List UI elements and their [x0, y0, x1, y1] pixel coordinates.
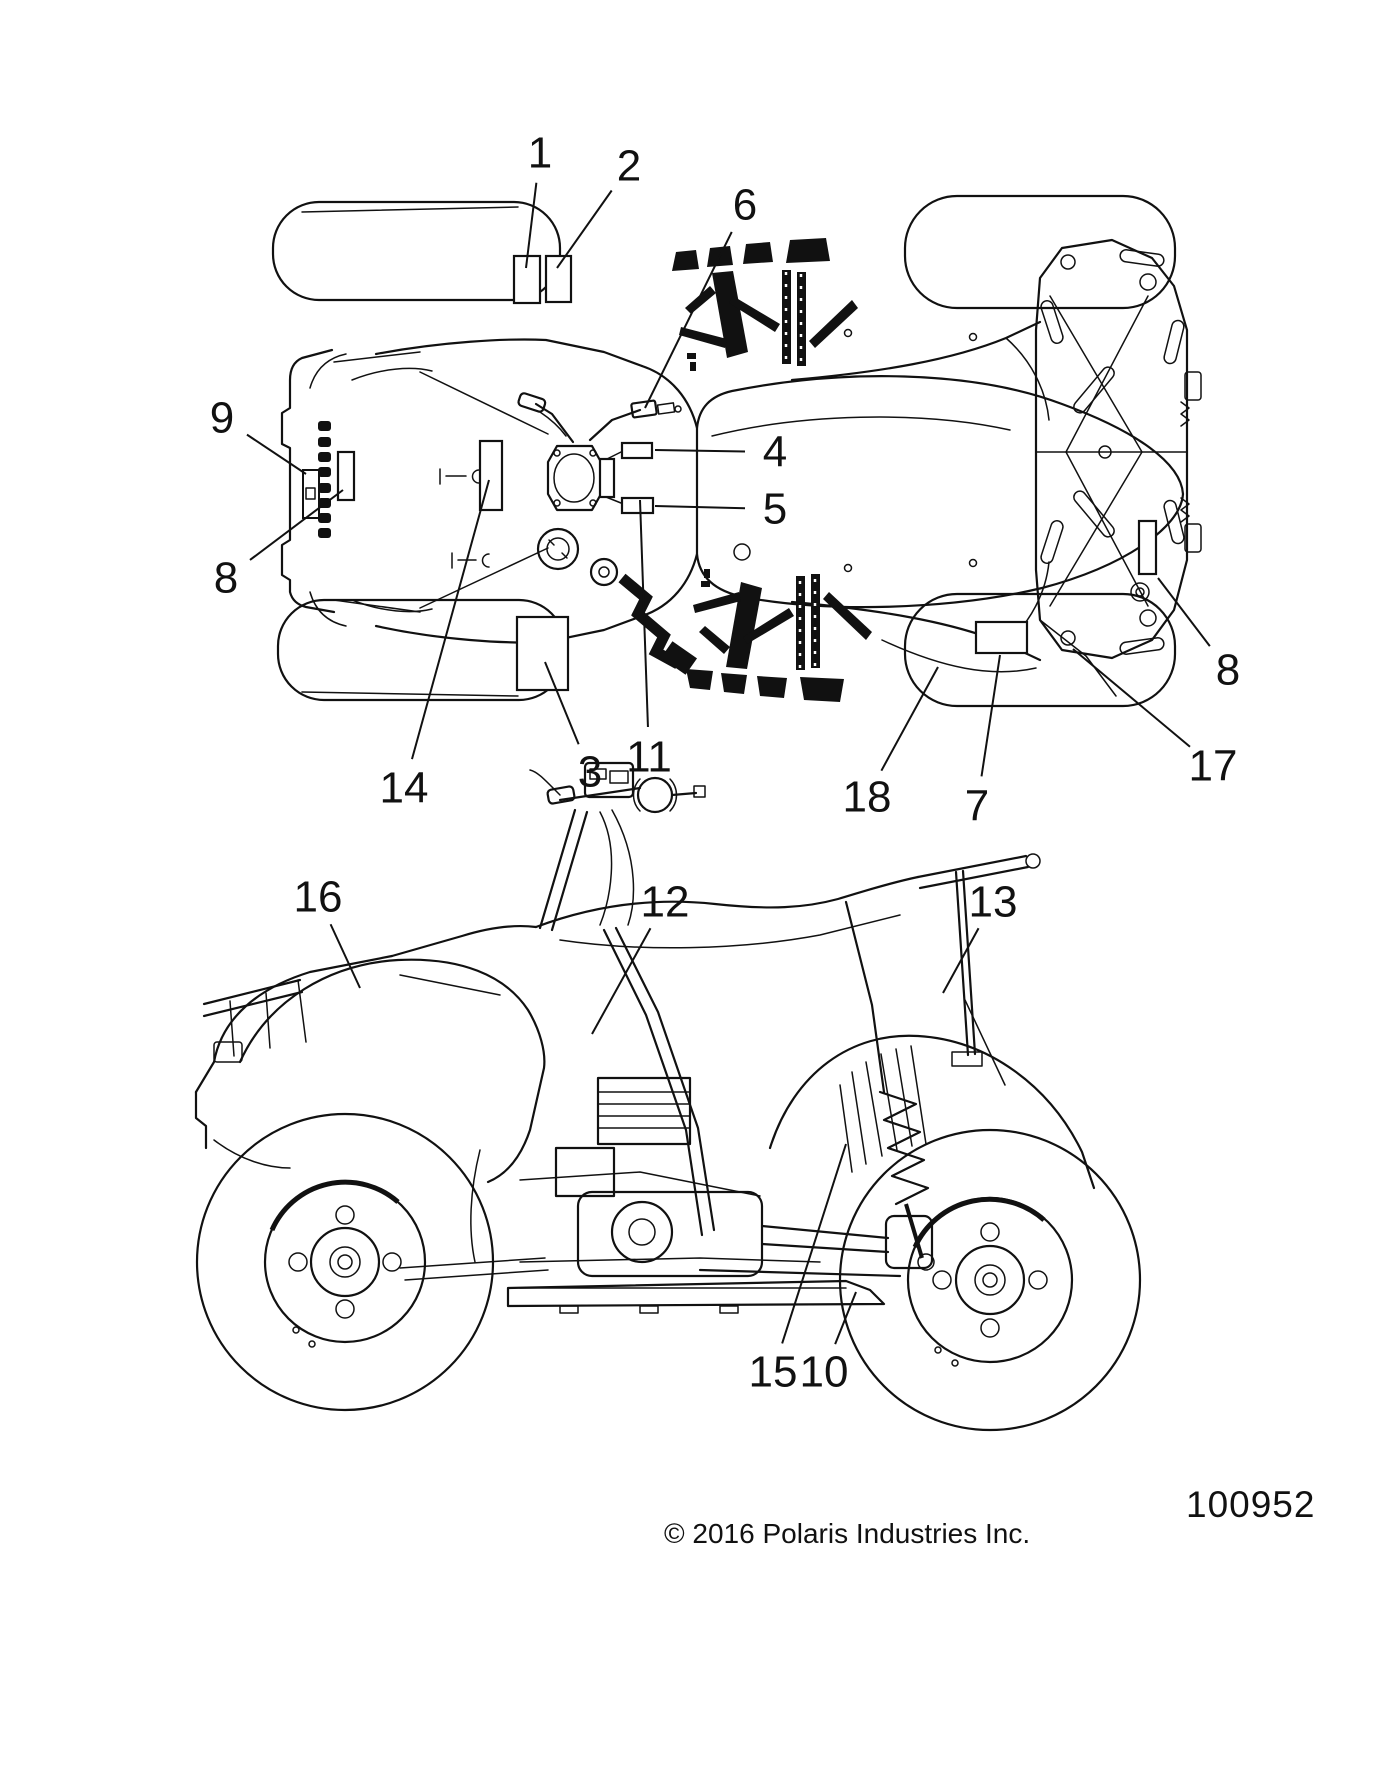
- rear-wheel: [840, 1130, 1140, 1430]
- callout-16-leader: [331, 924, 360, 988]
- callout-5-number: 5: [762, 484, 788, 534]
- callout-2-leader: [557, 191, 612, 268]
- ignition-switch: [591, 559, 617, 585]
- decal-box-7: [976, 622, 1027, 653]
- callout-18-number: 18: [842, 772, 892, 822]
- callout-15-leader: [782, 1144, 846, 1343]
- callout-3-number: 3: [577, 747, 603, 797]
- side-body: [392, 854, 1040, 1085]
- callout-17-leader: [1073, 649, 1190, 747]
- frame-and-engine: [400, 902, 932, 1313]
- callout-12-number: 12: [640, 877, 690, 927]
- decal-box-3: [517, 617, 568, 690]
- callout-1-number: 1: [527, 128, 553, 178]
- callout-9-leader: [247, 435, 306, 474]
- callout-16-number: 16: [293, 872, 343, 922]
- callout-7-leader: [982, 655, 1000, 776]
- callout-14-leader: [412, 480, 489, 759]
- fender-louvres: [840, 1046, 926, 1172]
- decal-box-4: [622, 443, 652, 458]
- callout-18-leader: [881, 667, 938, 771]
- copyright-text: © 2016 Polaris Industries Inc.: [664, 1518, 1031, 1549]
- decal-box-8-rear: [1139, 521, 1156, 574]
- decal-box-5: [622, 498, 653, 513]
- decal-box-2: [546, 256, 571, 302]
- callout-8-number: 8: [1215, 645, 1241, 695]
- callout-17-number: 17: [1188, 741, 1238, 791]
- side-front-end: [196, 956, 544, 1182]
- decal-box-11: [600, 459, 614, 497]
- callout-13-number: 13: [968, 877, 1018, 927]
- graphic-decal-lower: [686, 569, 872, 702]
- callout-14-number: 14: [379, 763, 429, 813]
- callout-5-leader: [655, 506, 745, 508]
- callout-8-number: 8: [213, 553, 239, 603]
- rear-fender: [770, 1036, 1094, 1188]
- side-view-drawing: [196, 763, 1140, 1430]
- callout-8-leader: [1158, 578, 1210, 646]
- callout-15-number: 15: [748, 1347, 798, 1397]
- fuel-cap: [538, 529, 578, 569]
- callout-11-number: 11: [626, 732, 672, 782]
- graphic-decal-upper: [672, 238, 858, 371]
- callout-6-number: 6: [732, 180, 758, 230]
- callout-10-number: 10: [799, 1347, 849, 1397]
- callout-7-number: 7: [964, 781, 990, 831]
- figure-part-number: 100952: [1186, 1484, 1316, 1525]
- callout-8-leader: [250, 490, 343, 560]
- callout-2-number: 2: [616, 141, 642, 191]
- rear-rack: [1036, 240, 1201, 658]
- callout-4-number: 4: [762, 427, 788, 477]
- front-wheel: [197, 1114, 493, 1410]
- callout-9-number: 9: [209, 393, 235, 443]
- callout-10-leader: [835, 1292, 856, 1344]
- callout-4-leader: [655, 450, 745, 452]
- winch-drum: [638, 778, 672, 812]
